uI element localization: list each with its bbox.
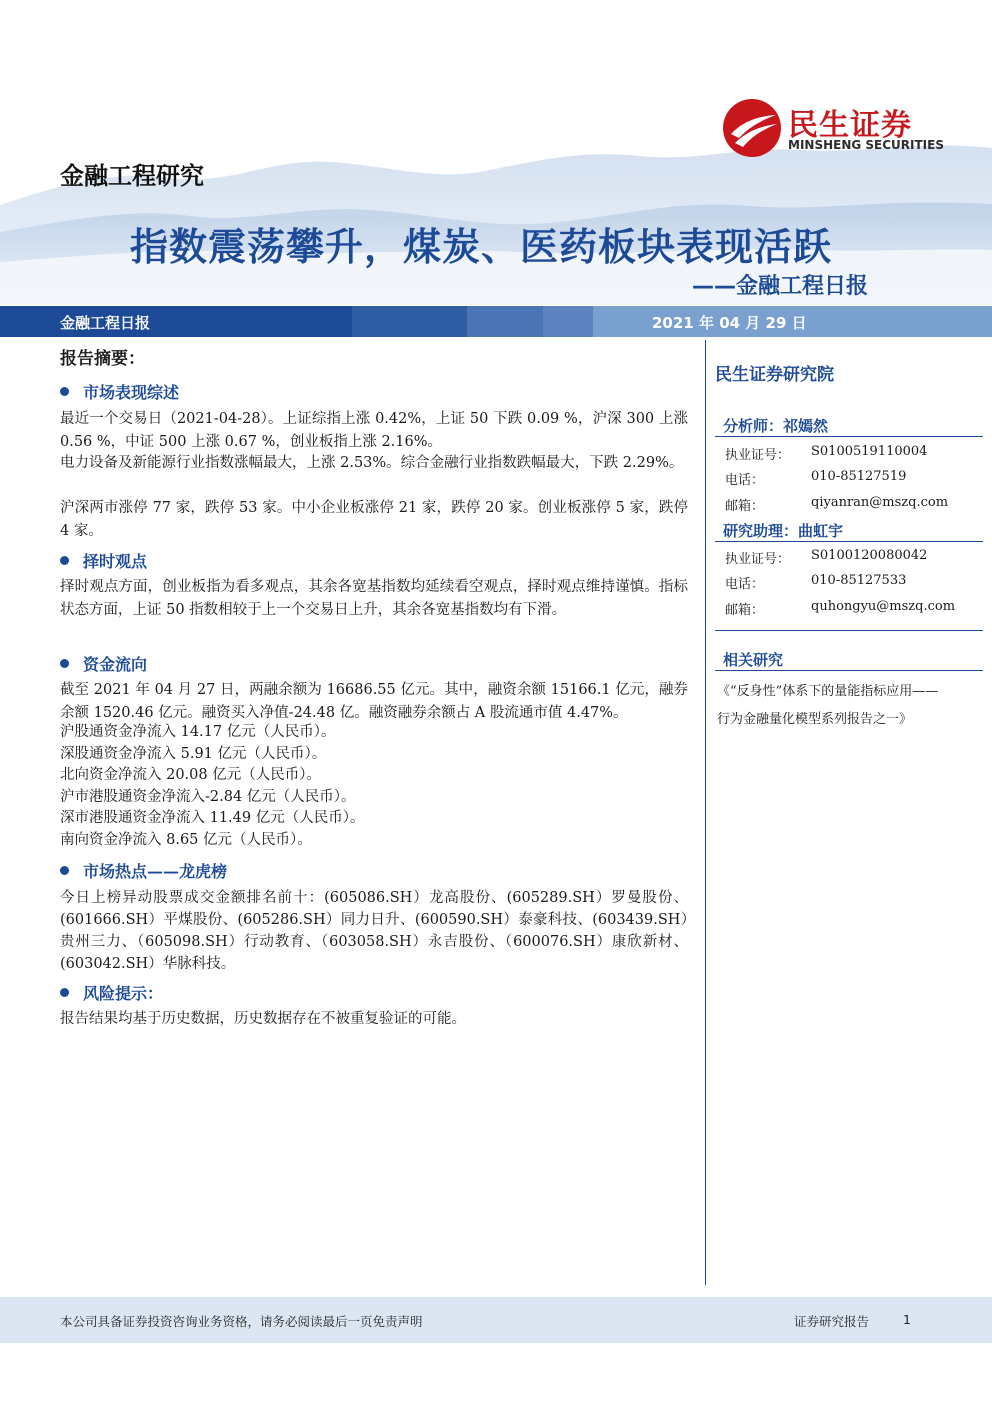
analyst-email-label: 邮箱： [725, 499, 765, 514]
divider [715, 670, 983, 671]
related-research-link[interactable]: 《“反身性”体系下的量能指标应用—— [717, 684, 939, 699]
list-item: 深股通资金净流入 5.91 亿元（人民币）。 [60, 746, 327, 762]
footer-disclaimer: 本公司具备证券投资咨询业务资格，请务必阅读最后一页免责声明 [60, 1314, 423, 1329]
report-category: 金融工程研究 [60, 162, 204, 190]
assistant-heading: 研究助理：曲虹宇 [723, 522, 844, 540]
column-divider [705, 340, 706, 1285]
divider [715, 541, 983, 542]
list-item: 深市港股通资金净流入 11.49 亿元（人民币）。 [60, 810, 365, 826]
paragraph: 最近一个交易日（2021-04-28）。上证综指上涨 0.42%，上证 50 下跌 0.09 %，沪深 300 上涨 0.56 %，中证 500 上涨 0.67 %，创业板指上涨 2.16%。 [60, 411, 688, 450]
bullet-icon [60, 387, 69, 396]
analyst-cert: S0100519110004 [811, 444, 928, 459]
list-item: 沪市港股通资金净流入-2.84 亿元（人民币）。 [60, 789, 356, 805]
list-item: 沪股通资金净流入 14.17 亿元（人民币）。 [60, 724, 336, 740]
band-segment [543, 306, 593, 337]
assistant-cert: S0100120080042 [811, 548, 928, 563]
related-research-link[interactable]: 行为金融量化模型系列报告之一》 [717, 712, 913, 727]
bullet-icon [60, 659, 69, 668]
section-heading: 风险提示： [60, 981, 163, 1004]
assistant-email-label: 邮箱： [725, 603, 765, 618]
analyst-phone-label: 电话： [725, 473, 765, 488]
divider [715, 630, 983, 631]
paragraph: 沪深两市涨停 77 家，跌停 53 家。中小企业板涨停 21 家，跌停 20 家。创业板涨停 5 家，跌停 4 家。 [60, 500, 688, 539]
logo-mark-icon [722, 98, 782, 158]
date-band [0, 306, 992, 337]
bullet-icon [60, 988, 69, 997]
research-institute: 民生证券研究院 [715, 365, 834, 385]
band-segment [467, 306, 543, 337]
analyst-heading: 分析师：祁嫣然 [723, 417, 829, 435]
list-item: 南向资金净流入 8.65 亿元（人民币）。 [60, 832, 312, 848]
summary-heading: 报告摘要： [60, 349, 145, 369]
assistant-phone-label: 电话： [725, 577, 765, 592]
section-heading: 资金流向 [60, 652, 147, 675]
section-heading: 市场热点——龙虎榜 [60, 859, 227, 882]
page-number: 1 [903, 1312, 911, 1327]
band-report-type: 金融工程日报 [60, 314, 151, 332]
minsheng-logo [722, 98, 962, 158]
section-heading: 择时观点 [60, 549, 147, 572]
paragraph: 择时观点方面，创业板指为看多观点，其余各宽基指数均延续看空观点，择时观点维持谨慎。指标状态方面，上证 50 指数相较于上一个交易日上升，其余各宽基指数均有下滑。 [60, 579, 688, 618]
footer-label: 证券研究报告 [794, 1314, 870, 1329]
bullet-icon [60, 556, 69, 565]
report-header [0, 0, 992, 305]
assistant-cert-label: 执业证号： [725, 552, 791, 567]
band-segment [352, 306, 467, 337]
list-item: 北向资金净流入 20.08 亿元（人民币）。 [60, 767, 321, 783]
bullet-icon [60, 866, 69, 875]
paragraph: 报告结果均基于历史数据，历史数据存在不被重复验证的可能。 [60, 1011, 466, 1027]
logo-chinese-name: 民生证券 [788, 108, 912, 143]
assistant-phone: 010-85127533 [811, 573, 907, 588]
analyst-email[interactable]: qiyanran@mszq.com [811, 495, 949, 510]
page-footer [0, 1297, 992, 1343]
report-subtitle: ——金融工程日报 [691, 274, 868, 299]
paragraph: 今日上榜异动股票成交金额排名前十：(605086.SH）龙高股份、(605289.SH）罗曼股份、(601666.SH）平煤股份、(605286.SH）同力日升、(600590.SH）泰豪科技、(603439.SH）贵州三力、（605098.SH）行动教育、（603058.SH）永吉股份、（600076.SH）康欣新材、(603042.SH）华脉科技。 [60, 890, 688, 972]
analyst-cert-label: 执业证号： [725, 448, 791, 463]
logo-english-name: MINSHENG SECURITIES [788, 138, 944, 152]
related-research-heading: 相关研究 [723, 651, 784, 669]
paragraph: 电力设备及新能源行业指数涨幅最大，上涨 2.53%。综合金融行业指数跌幅最大，下跌 2.29%。 [60, 455, 684, 471]
divider [715, 436, 983, 437]
paragraph: 截至 2021 年 04 月 27 日，两融余额为 16686.55 亿元。其中，融资余额 15166.1 亿元，融券余额 1520.46 亿元。融资买入净值-24.48 亿。融资融券余额占 A 股流通市值 4.47%。 [60, 682, 688, 721]
report-title: 指数震荡攀升，煤炭、医药板块表现活跃 [129, 225, 832, 269]
band-segment [0, 306, 352, 337]
analyst-phone: 010-85127519 [811, 469, 907, 484]
report-date: 2021 年 04 月 29 日 [652, 314, 807, 332]
assistant-email[interactable]: quhongyu@mszq.com [811, 599, 956, 614]
section-heading: 市场表现综述 [60, 380, 179, 403]
